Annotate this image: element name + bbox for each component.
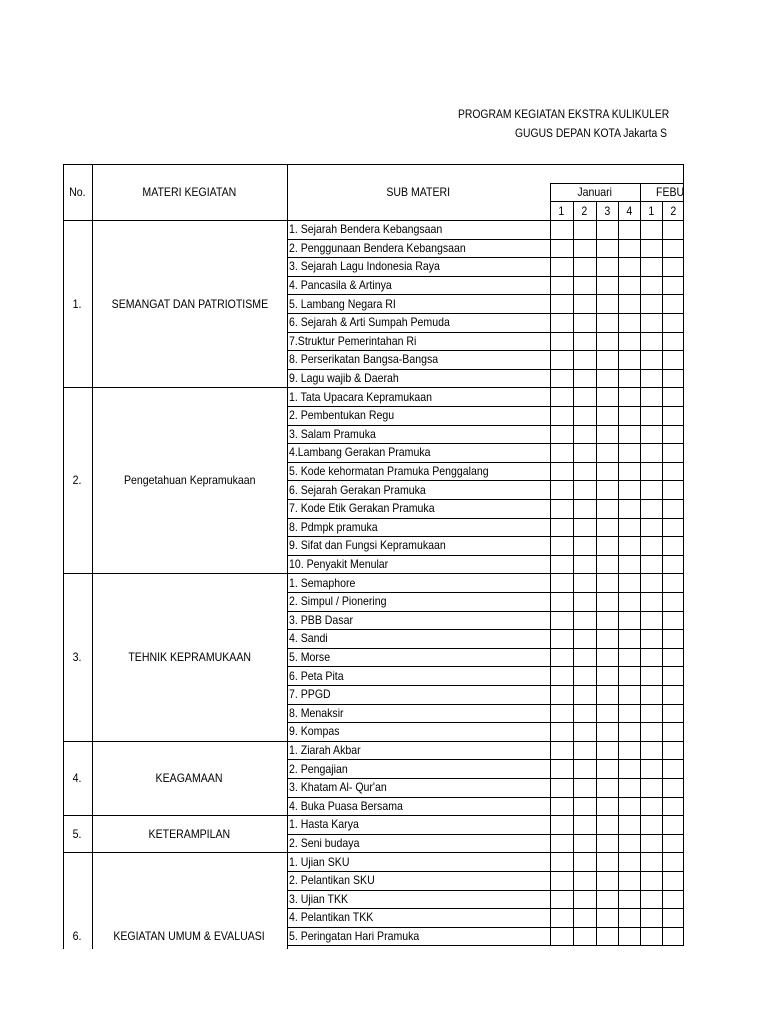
header-materi-text: MATERI KEGIATAN xyxy=(142,185,237,199)
row-divider xyxy=(287,480,684,481)
sub-materi-item-text: 3. Sejarah Lagu Indonesia Raya xyxy=(289,259,440,274)
group-no xyxy=(63,927,92,946)
group-no-text: 2. xyxy=(73,473,82,488)
group-materi-text: KEAGAMAAN xyxy=(156,770,223,785)
group-materi-text: KEGIATAN UMUM & EVALUASI xyxy=(113,929,266,944)
sub-materi-item xyxy=(287,425,550,444)
sub-materi-item-text: 5. Peringatan Hari Pramuka xyxy=(289,929,420,944)
month-bottom-border xyxy=(550,201,684,202)
row-divider xyxy=(287,685,684,686)
header-sub-materi-text: SUB MATERI xyxy=(386,185,451,199)
sub-materi-item-text: 9. Lagu wajib & Daerah xyxy=(289,371,399,386)
sub-materi-item xyxy=(287,741,550,760)
row-divider xyxy=(287,536,684,537)
sub-materi-item xyxy=(287,443,550,462)
sub-materi-item xyxy=(287,648,550,667)
sub-materi-item xyxy=(287,480,550,499)
group-no-text: 1. xyxy=(73,296,82,311)
row-divider xyxy=(287,666,684,667)
header-month-januari-text: Januari xyxy=(577,185,613,199)
header-no-text: No. xyxy=(69,185,86,199)
sub-materi-item-text: 7. PPGD xyxy=(289,687,331,702)
group-no xyxy=(63,573,92,740)
sub-materi-item-text: 2. Penggunaan Bendera Kebangsaan xyxy=(289,240,466,255)
sub-materi-item-text: 9. Sifat dan Fungsi Kepramukaan xyxy=(289,538,446,553)
row-divider xyxy=(287,555,684,556)
sub-materi-item-text: 6. Peta Pita xyxy=(289,668,344,683)
row-divider xyxy=(287,722,684,723)
sub-materi-item xyxy=(287,629,550,648)
sub-materi-item xyxy=(287,387,550,406)
sub-materi-item xyxy=(287,536,550,555)
group-materi-text: TEHNIK KEPRAMUKAAN xyxy=(128,650,251,665)
row-divider xyxy=(287,294,684,295)
group-no xyxy=(63,741,92,815)
sub-materi-item-text: 2. Pembentukan Regu xyxy=(289,408,395,423)
sub-materi-item xyxy=(287,685,550,704)
sub-materi-item-text: 1. Ujian SKU xyxy=(289,854,350,869)
row-divider xyxy=(287,890,684,891)
sub-materi-item-text: 6. Sejarah & Arti Sumpah Pemuda xyxy=(289,315,450,330)
sub-materi-item xyxy=(287,834,550,853)
sub-materi-item xyxy=(287,666,550,685)
group-no-text: 4. xyxy=(73,770,82,785)
group-no-text: 6. xyxy=(73,929,82,944)
header-week xyxy=(550,201,573,220)
sub-materi-item-text: 8. Menaksir xyxy=(289,705,344,720)
row-divider xyxy=(287,276,684,277)
sub-materi-item xyxy=(287,759,550,778)
row-divider xyxy=(287,908,684,909)
row-divider xyxy=(287,350,684,351)
sub-materi-item xyxy=(287,573,550,592)
sub-materi-item xyxy=(287,518,550,537)
sub-materi-item-text: 6. Sejarah Gerakan Pramuka xyxy=(289,482,426,497)
sub-materi-item-text: 2. Simpul / Pionering xyxy=(289,594,387,609)
sub-materi-item xyxy=(287,871,550,890)
sub-materi-item xyxy=(287,778,550,797)
sub-materi-item xyxy=(287,462,550,481)
sub-materi-item-text: 5. Lambang Negara RI xyxy=(289,296,396,311)
sub-materi-item-text: 4. Sandi xyxy=(289,631,328,646)
header-week xyxy=(640,201,662,220)
sub-materi-item-text: 4.Lambang Gerakan Pramuka xyxy=(289,445,431,460)
header-week xyxy=(618,201,640,220)
sub-materi-item-text: 8. Pdmpk pramuka xyxy=(289,519,378,534)
header-no xyxy=(63,164,92,220)
sub-materi-item-text: 2. Pengajian xyxy=(289,761,348,776)
week-col-border xyxy=(618,201,619,945)
sub-materi-item-text: 1. Semaphore xyxy=(289,575,356,590)
sub-materi-item xyxy=(287,555,550,574)
group-materi-text: SEMANGAT DAN PATRIOTISME xyxy=(111,296,268,311)
row-divider xyxy=(287,239,684,240)
row-divider xyxy=(287,257,684,258)
sub-materi-item-text: 1. Ziarah Akbar xyxy=(289,743,361,758)
row-divider xyxy=(287,592,684,593)
header-week-text: 2 xyxy=(581,203,588,218)
document-subtitle: GUGUS DEPAN KOTA Jakarta S xyxy=(515,128,668,140)
sub-materi-item-text: 2. Seni budaya xyxy=(289,836,360,851)
row-divider xyxy=(287,648,684,649)
row-divider xyxy=(287,332,684,333)
sub-materi-item xyxy=(287,294,550,313)
col-border xyxy=(287,164,288,949)
group-materi xyxy=(92,741,287,815)
group-no-text: 3. xyxy=(73,650,82,665)
header-month-januari xyxy=(550,183,640,201)
week-col-border xyxy=(573,201,574,945)
sub-materi-item xyxy=(287,499,550,518)
group-materi-text: KETERAMPILAN xyxy=(148,826,231,841)
row-divider xyxy=(287,462,684,463)
header-week xyxy=(662,201,684,220)
sub-materi-item xyxy=(287,313,550,332)
sub-materi-item xyxy=(287,927,550,946)
sub-materi-item xyxy=(287,369,550,388)
group-materi-text: Pengetahuan Kepramukaan xyxy=(123,473,256,488)
header-week xyxy=(573,201,596,220)
row-divider xyxy=(287,369,684,370)
group-materi xyxy=(92,573,287,740)
document-title: PROGRAM KEGIATAN EKSTRA KULIKULER xyxy=(458,109,670,121)
group-no xyxy=(63,220,92,387)
month-top-border xyxy=(550,183,684,184)
sub-materi-item-text: 9. Kompas xyxy=(289,724,340,739)
sub-materi-item-text: 3. Khatam Al- Qur'an xyxy=(289,780,387,795)
sub-materi-item-text: 4. Buka Puasa Bersama xyxy=(289,798,403,813)
sub-materi-item xyxy=(287,239,550,258)
sub-materi-item xyxy=(287,350,550,369)
group-materi xyxy=(92,387,287,573)
sub-materi-item-text: 3. PBB Dasar xyxy=(289,612,353,627)
group-no xyxy=(63,387,92,573)
header-materi xyxy=(92,164,287,220)
row-divider xyxy=(287,778,684,779)
last-row-border xyxy=(287,945,684,946)
sub-materi-item xyxy=(287,852,550,871)
row-divider xyxy=(287,797,684,798)
sub-materi-item xyxy=(287,406,550,425)
week-col-border xyxy=(596,201,597,945)
col-border xyxy=(92,164,93,949)
header-week-text: 2 xyxy=(670,203,676,218)
sub-materi-item xyxy=(287,276,550,295)
sub-materi-item xyxy=(287,332,550,351)
row-divider xyxy=(287,704,684,705)
row-divider xyxy=(287,834,684,835)
row-divider xyxy=(287,518,684,519)
header-week xyxy=(596,201,618,220)
sub-materi-item-text: 1. Hasta Karya xyxy=(289,817,359,832)
sub-materi-item-text: 10. Penyakit Menular xyxy=(289,557,389,572)
header-bottom-border xyxy=(63,220,684,221)
header-week-text: 1 xyxy=(648,203,654,218)
row-divider xyxy=(287,406,684,407)
table-top-border xyxy=(63,164,684,165)
header-month-februari xyxy=(640,183,684,201)
sub-materi-item-text: 2. Pelantikan SKU xyxy=(289,873,375,888)
sub-materi-item-text: 1. Sejarah Bendera Kebangsaan xyxy=(289,222,443,237)
header-week-text: 1 xyxy=(558,203,565,218)
header-week-text: 3 xyxy=(604,203,610,218)
sub-materi-item-text: 7. Kode Etik Gerakan Pramuka xyxy=(289,501,435,516)
week-col-border xyxy=(662,201,663,945)
row-divider xyxy=(287,927,684,928)
row-divider xyxy=(287,313,684,314)
header-month-februari-text: FEBU xyxy=(656,185,684,199)
group-materi xyxy=(92,927,287,946)
sub-materi-item xyxy=(287,890,550,909)
sub-materi-item-text: 1. Tata Upacara Kepramukaan xyxy=(289,389,433,404)
sub-materi-item xyxy=(287,722,550,741)
sub-materi-item xyxy=(287,220,550,239)
clip-edge-border xyxy=(683,164,684,945)
row-divider xyxy=(287,443,684,444)
sub-materi-item-text: 3. Ujian TKK xyxy=(289,891,349,906)
header-week-text: 4 xyxy=(626,203,632,218)
sub-materi-item-text: 5. Morse xyxy=(289,650,331,665)
col-border xyxy=(640,183,641,945)
group-materi xyxy=(92,815,287,852)
sub-materi-item-text: 4. Pelantikan TKK xyxy=(289,910,374,925)
sub-materi-item xyxy=(287,611,550,630)
sub-materi-item-text: 5. Kode kehormatan Pramuka Penggalang xyxy=(289,464,489,479)
sub-materi-item xyxy=(287,797,550,816)
col-border xyxy=(63,164,64,949)
row-divider xyxy=(287,499,684,500)
sub-materi-item xyxy=(287,815,550,834)
sub-materi-item-text: 3. Salam Pramuka xyxy=(289,426,376,441)
row-divider xyxy=(287,629,684,630)
sub-materi-item xyxy=(287,257,550,276)
sub-materi-item xyxy=(287,592,550,611)
col-border xyxy=(550,183,551,945)
sub-materi-item-text: 7.Struktur Pemerintahan Ri xyxy=(289,333,417,348)
row-divider xyxy=(287,759,684,760)
group-no xyxy=(63,815,92,852)
group-no-text: 5. xyxy=(73,826,82,841)
row-divider xyxy=(287,611,684,612)
sub-materi-item-text: 4. Pancasila & Artinya xyxy=(289,278,392,293)
sub-materi-item xyxy=(287,704,550,723)
header-sub-materi xyxy=(287,164,550,220)
group-materi xyxy=(92,220,287,387)
sub-materi-item xyxy=(287,908,550,927)
row-divider xyxy=(287,425,684,426)
row-divider xyxy=(287,871,684,872)
sub-materi-item-text: 8. Perserikatan Bangsa-Bangsa xyxy=(289,352,439,367)
